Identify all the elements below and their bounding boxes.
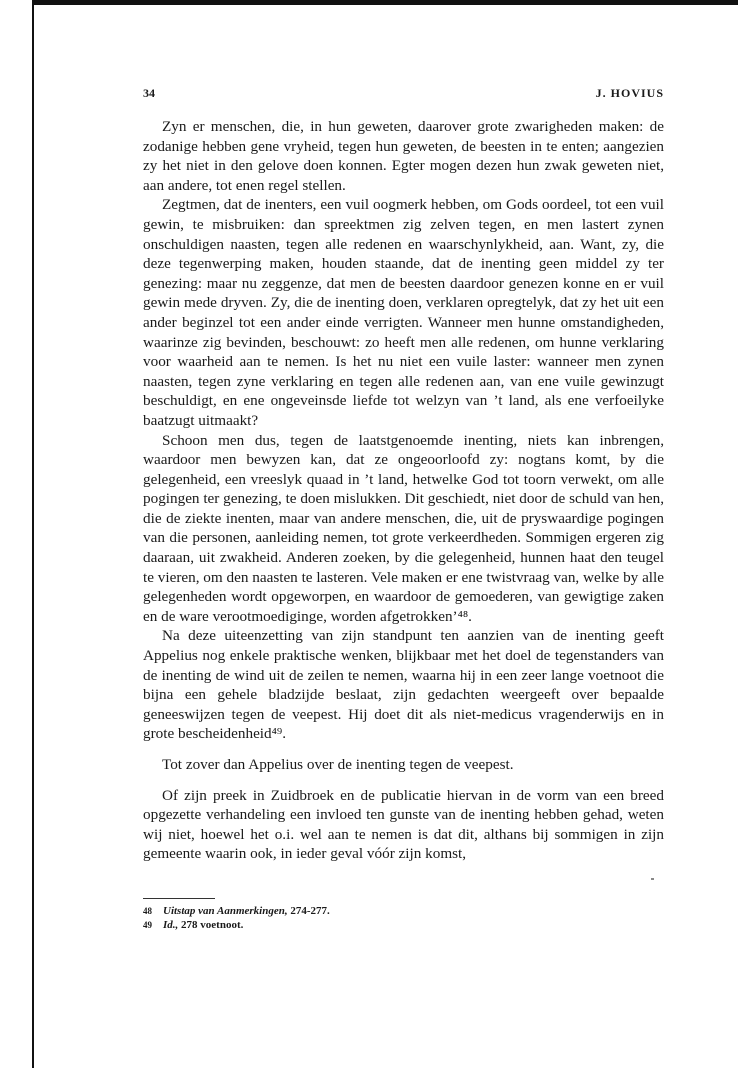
footnote bbox=[143, 904, 664, 918]
footnote-text: 278 voetnoot. bbox=[178, 919, 244, 931]
footnote bbox=[143, 918, 664, 932]
page-left-border bbox=[32, 0, 34, 1068]
scan-speck bbox=[651, 878, 654, 880]
page-number: 34 bbox=[143, 86, 155, 100]
paragraph: Tot zover dan Appelius over de inenting tegen de veepest. bbox=[162, 756, 514, 773]
running-head: J. HOVIUS bbox=[595, 86, 664, 100]
paragraph: Zegtmen, dat de inenters, een vuil oogmerk hebben, om Gods oordeel, tot een vuil gewin, te misbruiken: dan spreektmen zig zelven tegen, en men lastert zynen onschuldigen naasten, tegen alle redenen en waarschynlykheid, aan. Want, zy, die deze tegenwerping maken, houden staande, dat de inenting geen middel zy ter genezing: maar nu zeggenze, dat men de beesten daardoor genezen konne en er vuil gewin mede dryven. Zy, die de inenting doen, verklaren opregtelyk, dat zy het uit een ander beginzel tot een ander einde verrigten. Wanneer men hunne omstandigheden, waarinze zig bevinden, beschouwt: zo heeft men alle redenen, om hunne verklaring voor waarheid aan te nemen. Is het nu niet een vuile laster: wanneer men zynen naasten, tegen zyne verklaring en tegen alle redenen aan, van ene vuile gewinzugt beschuldigt, en ene ongeveinsde liefde tot welzyn van ’t land, als ene verfoeilyke baatzugt uitmaakt? bbox=[143, 196, 664, 429]
body-text bbox=[143, 117, 664, 864]
footnote-title: Id., bbox=[163, 919, 179, 931]
footnote-text: 274-277. bbox=[287, 905, 330, 917]
paragraph: Schoon men dus, tegen de laatstgenoemde inenting, niets kan inbrengen, waardoor men bewyzen kan, dat ze ongeoorloofd zy: nogtans komt, by die gelegenheid, een vreeslyk quaad in ’t land, hetwelke God tot toorn verwekt, om alle pogingen ter genezing, te doen mislukken. Dit geschiedt, niet door de schuld van hen, die de ziekte inenten, maar van andere menschen, die, uit de pryswaardige pogingen van die personen, aanleiding nemen, tot grote verkeerdheden. Sommigen ergeren zig daaraan, uit zwakheid. Anderen zoeken, by die gelegenheid, hunnen haat den teugel te vieren, om den naasten te lasteren. Vele maken er ene twistvraag van, welke by alle gelegenheden wordt opgeworpen, en waardoor de gemoederen, van gewigtige zaken en de ware verootmoediginge, worden afgetrokken’⁴⁸. bbox=[143, 431, 664, 625]
footnotes bbox=[143, 898, 664, 932]
paragraph: Na deze uiteenzetting van zijn standpunt ten aanzien van de inenting geeft Appelius nog enkele praktische wenken, blijkbaar met het doel de tegenstanders van de inenting de wind uit de zeilen te nemen, waarna hij in een zeer lange voetnoot die bijna een gehele bladzijde beslaat, zijn gedachten weergeeft over bepaalde geneeswijzen tegen de veepest. Hij doet dit als niet-medicus vragenderwijs en in grote bescheidenheid⁴⁹. bbox=[143, 627, 664, 743]
footnote-number: 48 bbox=[143, 906, 152, 916]
page-header bbox=[143, 86, 664, 104]
footnote-title: Uitstap van Aanmerkingen, bbox=[163, 905, 288, 917]
page-top-border bbox=[32, 0, 738, 5]
footnote-number: 49 bbox=[143, 920, 152, 930]
paragraph: Of zijn preek in Zuidbroek en de publicatie hiervan in de vorm van een breed opgezette verhandeling een invloed ten gunste van de inenting hebben gehad, weten wij niet, hoewel het o.i. wel aan te nemen is dat dit, althans bij sommigen in zijn gemeente waarin ook, in ieder geval vóór zijn komst, bbox=[143, 786, 664, 863]
paragraph: Zyn er menschen, die, in hun geweten, daarover grote zwarigheden maken: de zodanige hebben gene vryheid, tegen hun geweten, de beesten in te enten; aangezien zy het niet in den gelove doen konnen. Egter mogen dezen hun zwak geweten niet, aan andere, tot enen regel stellen. bbox=[143, 118, 664, 194]
footnote-rule bbox=[143, 898, 215, 899]
